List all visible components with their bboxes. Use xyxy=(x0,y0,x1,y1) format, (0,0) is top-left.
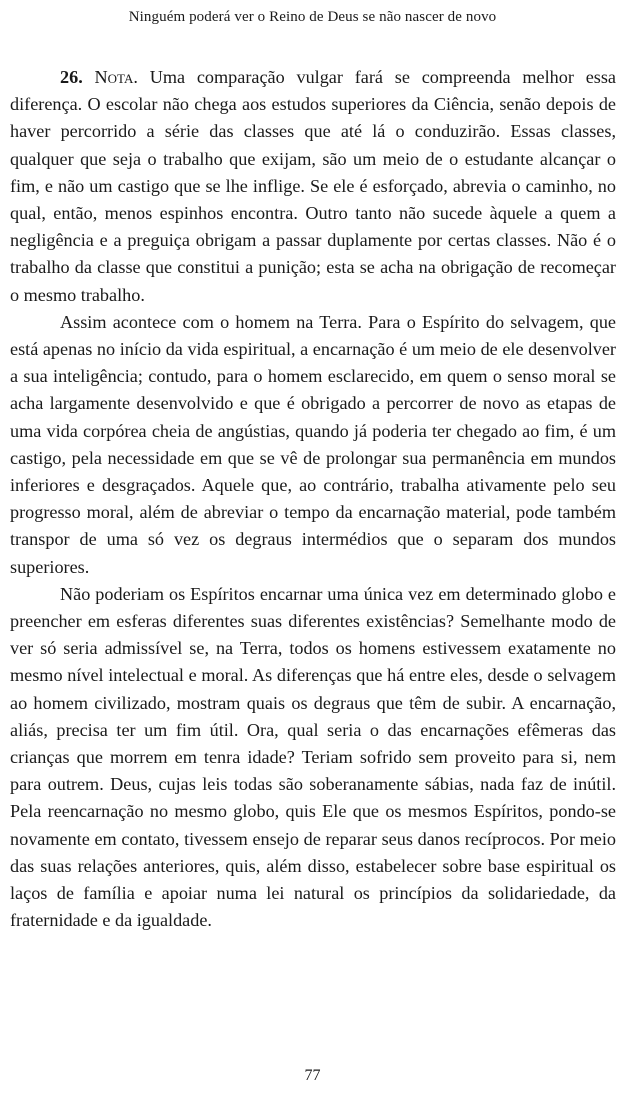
paragraph-2: Assim acontece com o homem na Terra. Para o Espírito do selvagem, que está apenas no início da vida espiritual, a encarnação é um meio de ele desenvolver a sua inteligência; contudo, para o homem esclarecido, em quem o senso moral se acha largamente desenvolvido e que é obrigado a percorrer de novo as etapas de uma vida corpórea cheia de angústias, quando já poderia ter chegado ao fim, é um castigo, pela necessidade em que se vê de prolongar sua permanência em mundos inferiores e desgraçados. Aquele que, ao contrário, trabalha ativamente pelo seu progresso moral, além de abreviar o tempo da encarnação material, pode também transpor de uma só vez os degraus intermédios que o separam dos mundos superiores. xyxy=(10,311,616,577)
page-number: 77 xyxy=(304,1067,321,1084)
running-header: Ninguém poderá ver o Reino de Deus se não nascer de novo xyxy=(128,9,497,25)
body-text xyxy=(10,64,616,935)
section-number: 26. xyxy=(60,67,83,87)
paragraph-1 xyxy=(10,64,616,309)
paragraph-3: Não poderiam os Espíritos encarnar uma única vez em determinado globo e preencher em esferas diferentes suas diferentes existências? Semelhante modo de ver só seria admissível se, na Terra, todos os homens estivessem exatamente no mesmo nível intelectual e moral. As diferenças que há entre eles, desde o selvagem ao homem civilizado, mostram quais os degraus que têm de subir. A encarnação, aliás, precisa ter um fim útil. Ora, qual seria o das encarnações efêmeras das crianças que morrem em tenra idade? Teriam sofrido sem proveito para si, nem para outrem. Deus, cujas leis todas são soberanamente sábias, nada faz de inútil. Pela reencarnação no mesmo globo, quis Ele que os mesmos Espíritos, pondo-se novamente em contato, tivessem ensejo de reparar seus danos recíprocos. Por meio das suas relações anteriores, quis, além disso, estabelecer sobre base espiritual os laços de família e apoiar numa lei natural os princípios da solidariedade, da fraternidade e da igualdade. xyxy=(10,583,616,931)
note-label: Nota. xyxy=(94,67,138,87)
paragraph-1-text: Uma comparação vulgar fará se compreenda melhor essa diferença. O escolar não chega aos estudos superiores da Ciência, senão depois de haver percorrido a série das classes que até lá o conduzirão. Essas classes, qualquer que seja o trabalho que exijam, são um meio de o estudante alcançar o fim, e não um castigo que se lhe inflige. Se ele é esforçado, abrevia o caminho, no qual, então, menos espinhos encontra. Outro tanto não sucede àquele a quem a negligência e a preguiça obrigam a passar duplamente por certas classes. Não é o trabalho da classe que constitui a punição; esta se acha na obrigação de recomeçar o mesmo trabalho. xyxy=(10,67,616,305)
